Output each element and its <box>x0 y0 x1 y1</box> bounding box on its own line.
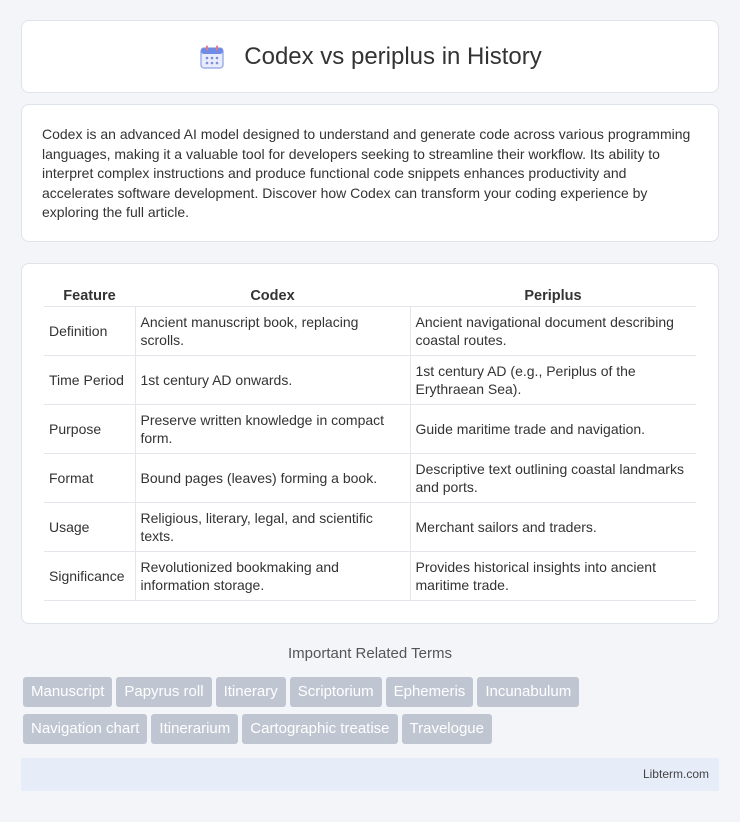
feature-cell: Usage <box>44 503 135 552</box>
codex-cell: Bound pages (leaves) forming a book. <box>135 454 410 503</box>
codex-cell: Religious, literary, legal, and scientific texts. <box>135 503 410 552</box>
periplus-cell: Ancient navigational document describing coastal routes. <box>410 307 696 356</box>
related-term-tag[interactable]: Manuscript <box>23 677 112 707</box>
footer-site-link[interactable]: Libterm.com <box>642 767 709 781</box>
comparison-table-card <box>21 263 719 624</box>
related-term-tag[interactable]: Travelogue <box>402 714 493 744</box>
related-terms-list <box>23 677 723 751</box>
feature-cell: Purpose <box>44 405 135 454</box>
periplus-cell: Merchant sailors and traders. <box>410 503 696 552</box>
related-terms-title: Important Related Terms <box>288 645 452 662</box>
title-wrap <box>198 43 541 71</box>
related-term-tag[interactable]: Cartographic treatise <box>242 714 397 744</box>
related-term-tag[interactable]: Scriptorium <box>290 677 382 707</box>
periplus-cell: Provides historical insights into ancient maritime trade. <box>410 552 696 601</box>
table-row <box>44 307 696 356</box>
table-row <box>44 405 696 454</box>
header-feature: Feature <box>44 284 135 307</box>
page-title: Codex vs periplus in History <box>244 42 542 70</box>
feature-cell: Definition <box>44 307 135 356</box>
codex-cell: Preserve written knowledge in compact form. <box>135 405 410 454</box>
table-row <box>44 454 696 503</box>
table-row <box>44 356 696 405</box>
related-term-tag[interactable]: Incunabulum <box>477 677 579 707</box>
feature-cell: Significance <box>44 552 135 601</box>
related-term-tag[interactable]: Itinerary <box>216 677 286 707</box>
intro-text: Codex is an advanced AI model designed to understand and generate code across various programming languages, making it a valuable tool for developers seeking to streamline their workflow. Its ability to interpret complex instructions and produce functional code snippets enhances productivity and accelerates software development. Discover how Codex can transform your coding experience by exploring the full article. <box>42 126 691 221</box>
header-codex: Codex <box>135 284 410 307</box>
header-periplus: Periplus <box>410 284 696 307</box>
footer <box>21 758 719 791</box>
periplus-cell: Guide maritime trade and navigation. <box>410 405 696 454</box>
table-header-row <box>44 284 696 307</box>
feature-cell: Format <box>44 454 135 503</box>
comparison-table <box>44 284 696 601</box>
codex-cell: Ancient manuscript book, replacing scrolls. <box>135 307 410 356</box>
related-term-tag[interactable]: Ephemeris <box>386 677 474 707</box>
codex-cell: Revolutionized bookmaking and information storage. <box>135 552 410 601</box>
periplus-cell: 1st century AD (e.g., Periplus of the Erythraean Sea). <box>410 356 696 405</box>
periplus-cell: Descriptive text outlining coastal landmarks and ports. <box>410 454 696 503</box>
title-card <box>21 20 719 93</box>
related-term-tag[interactable]: Papyrus roll <box>116 677 211 707</box>
table-row <box>44 503 696 552</box>
feature-cell: Time Period <box>44 356 135 405</box>
related-term-tag[interactable]: Navigation chart <box>23 714 147 744</box>
table-row <box>44 552 696 601</box>
related-term-tag[interactable]: Itinerarium <box>151 714 238 744</box>
codex-cell: 1st century AD onwards. <box>135 356 410 405</box>
intro-card <box>21 104 719 242</box>
calendar-icon <box>198 43 226 71</box>
